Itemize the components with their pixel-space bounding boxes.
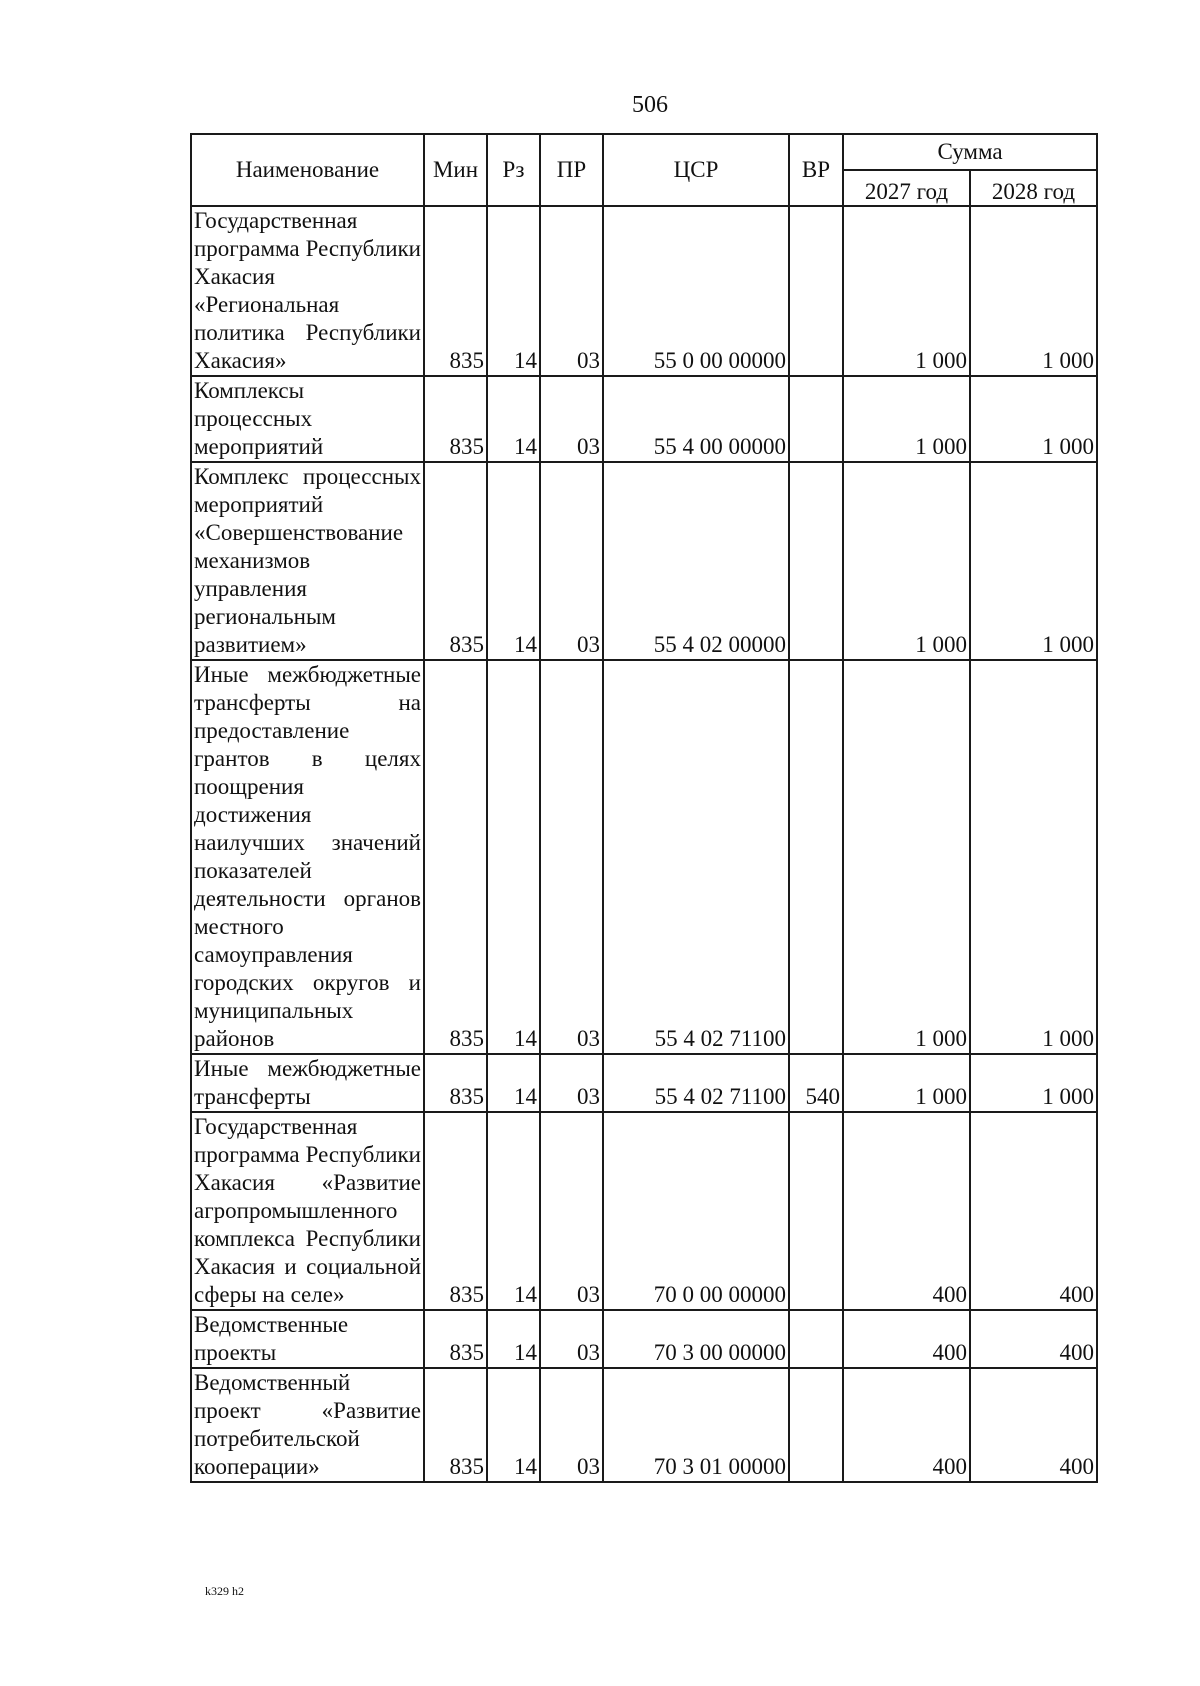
row-name: Иные межбюджетные трансферты на предоставление грантов в целях поощрения достижения наилучших значений показателей деятельности органов местного самоуправления городских округов и муниципальных районов bbox=[191, 660, 424, 1054]
row-sum-2027: 400 bbox=[843, 1310, 970, 1368]
row-vr bbox=[789, 206, 843, 376]
row-min: 835 bbox=[424, 1112, 487, 1310]
row-sum-2028: 1 000 bbox=[970, 206, 1097, 376]
row-sum-2028: 400 bbox=[970, 1112, 1097, 1310]
header-pr: ПР bbox=[540, 134, 603, 206]
row-name: Иные межбюджетные трансферты bbox=[191, 1054, 424, 1112]
row-sum-2028: 400 bbox=[970, 1368, 1097, 1482]
row-name: Ведомственные проекты bbox=[191, 1310, 424, 1368]
row-name: Комплекс процессных мероприятий «Совершенствование механизмов управления региональным развитием» bbox=[191, 462, 424, 660]
row-pr: 03 bbox=[540, 376, 603, 462]
row-csr: 70 3 01 00000 bbox=[603, 1368, 789, 1482]
table-row bbox=[191, 1310, 1097, 1368]
row-vr bbox=[789, 660, 843, 1054]
row-rz: 14 bbox=[487, 1054, 540, 1112]
row-csr: 70 3 00 00000 bbox=[603, 1310, 789, 1368]
row-name: Государственная программа Республики Хакасия «Развитие агропромышленного комплекса Республики Хакасия и социальной сферы на селе» bbox=[191, 1112, 424, 1310]
row-csr: 55 4 02 00000 bbox=[603, 462, 789, 660]
table-row bbox=[191, 206, 1097, 376]
row-sum-2028: 1 000 bbox=[970, 376, 1097, 462]
row-rz: 14 bbox=[487, 1310, 540, 1368]
header-sum: Сумма bbox=[843, 134, 1097, 170]
row-rz: 14 bbox=[487, 1368, 540, 1482]
header-min: Мин bbox=[424, 134, 487, 206]
row-sum-2028: 1 000 bbox=[970, 660, 1097, 1054]
header-name: Наименование bbox=[191, 134, 424, 206]
row-csr: 55 0 00 00000 bbox=[603, 206, 789, 376]
table-row bbox=[191, 660, 1097, 1054]
row-min: 835 bbox=[424, 462, 487, 660]
row-sum-2027: 1 000 bbox=[843, 660, 970, 1054]
row-pr: 03 bbox=[540, 1054, 603, 1112]
row-name: Ведомственный проект «Развитие потребительской кооперации» bbox=[191, 1368, 424, 1482]
row-vr bbox=[789, 1310, 843, 1368]
row-sum-2028: 1 000 bbox=[970, 1054, 1097, 1112]
row-rz: 14 bbox=[487, 206, 540, 376]
row-sum-2027: 1 000 bbox=[843, 206, 970, 376]
row-vr bbox=[789, 1368, 843, 1482]
row-sum-2027: 1 000 bbox=[843, 1054, 970, 1112]
row-pr: 03 bbox=[540, 206, 603, 376]
row-csr: 70 0 00 00000 bbox=[603, 1112, 789, 1310]
row-min: 835 bbox=[424, 1054, 487, 1112]
row-min: 835 bbox=[424, 1368, 487, 1482]
table-row bbox=[191, 462, 1097, 660]
row-pr: 03 bbox=[540, 1112, 603, 1310]
row-pr: 03 bbox=[540, 1310, 603, 1368]
table-row bbox=[191, 1368, 1097, 1482]
table-row bbox=[191, 376, 1097, 462]
row-min: 835 bbox=[424, 660, 487, 1054]
row-pr: 03 bbox=[540, 462, 603, 660]
row-min: 835 bbox=[424, 1310, 487, 1368]
page-number: 506 bbox=[632, 92, 668, 118]
row-sum-2027: 400 bbox=[843, 1368, 970, 1482]
header-vr: ВР bbox=[789, 134, 843, 206]
table-header bbox=[191, 134, 1097, 206]
header-year-2028: 2028 год bbox=[970, 170, 1097, 206]
row-vr: 540 bbox=[789, 1054, 843, 1112]
row-min: 835 bbox=[424, 206, 487, 376]
footer-code: k329 h2 bbox=[205, 1584, 244, 1598]
row-rz: 14 bbox=[487, 1112, 540, 1310]
row-csr: 55 4 00 00000 bbox=[603, 376, 789, 462]
row-rz: 14 bbox=[487, 462, 540, 660]
row-sum-2027: 400 bbox=[843, 1112, 970, 1310]
row-min: 835 bbox=[424, 376, 487, 462]
row-sum-2028: 1 000 bbox=[970, 462, 1097, 660]
header-rz: Рз bbox=[487, 134, 540, 206]
row-sum-2028: 400 bbox=[970, 1310, 1097, 1368]
row-csr: 55 4 02 71100 bbox=[603, 660, 789, 1054]
row-name: Комплексы процессных мероприятий bbox=[191, 376, 424, 462]
row-csr: 55 4 02 71100 bbox=[603, 1054, 789, 1112]
table-body bbox=[191, 206, 1097, 1482]
row-vr bbox=[789, 462, 843, 660]
row-pr: 03 bbox=[540, 660, 603, 1054]
table-row bbox=[191, 1054, 1097, 1112]
row-sum-2027: 1 000 bbox=[843, 462, 970, 660]
row-sum-2027: 1 000 bbox=[843, 376, 970, 462]
header-year-2027: 2027 год bbox=[843, 170, 970, 206]
row-rz: 14 bbox=[487, 660, 540, 1054]
header-csr: ЦСР bbox=[603, 134, 789, 206]
row-vr bbox=[789, 376, 843, 462]
row-rz: 14 bbox=[487, 376, 540, 462]
table-row bbox=[191, 1112, 1097, 1310]
row-name: Государственная программа Республики Хакасия «Региональная политика Республики Хакасия» bbox=[191, 206, 424, 376]
row-vr bbox=[789, 1112, 843, 1310]
budget-table bbox=[190, 133, 1098, 1483]
row-pr: 03 bbox=[540, 1368, 603, 1482]
